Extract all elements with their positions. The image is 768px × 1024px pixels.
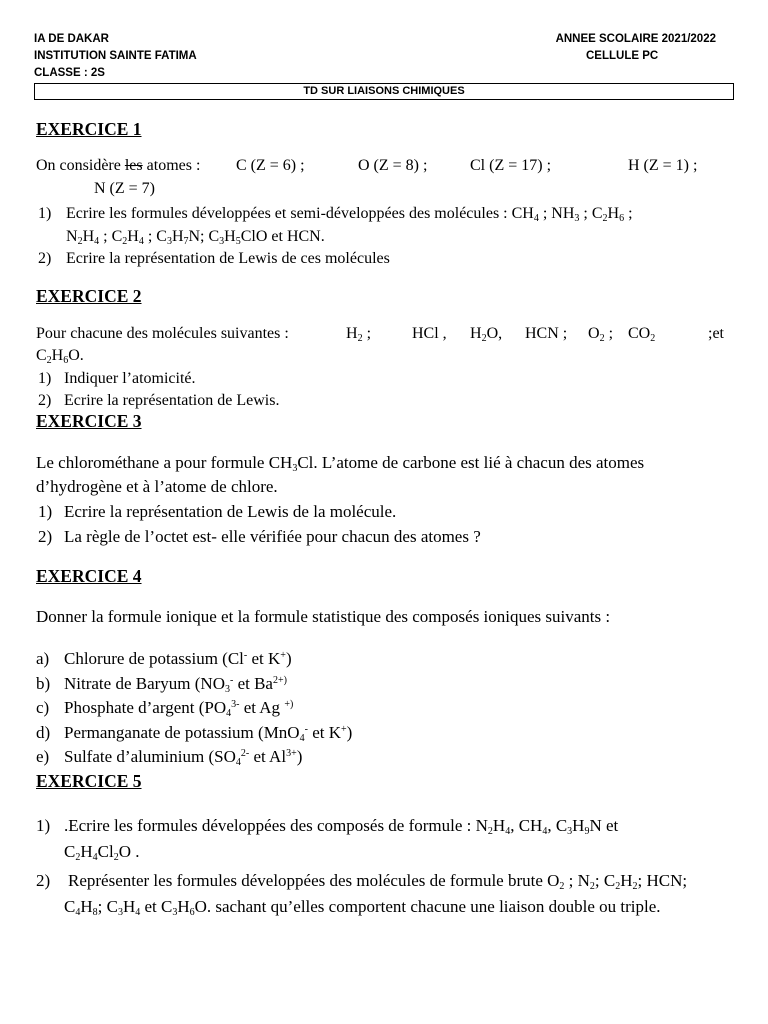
ex2-q1-num: 1)	[38, 370, 52, 387]
ex4-title: EXERCICE 4	[36, 566, 142, 586]
ex2-q2-num: 2)	[38, 392, 52, 409]
ex2-et: ;et	[708, 325, 724, 342]
ex4-item-a: Chlorure de potassium (Cl- et K+)	[64, 649, 292, 668]
ex2-mol-co2: $CO_2$	[628, 325, 656, 344]
ex4-item-b-num: b)	[36, 674, 51, 693]
ex4-intro: Donner la formule ionique et la formule statistique des composés ioniques suivants :	[36, 607, 611, 626]
ex1-q1-line2: $N_2H_4$ ; $C_2H_4$ ; $C_3H_7N$; $C_3H_5ClO$ et HCN.	[66, 228, 325, 247]
header-cellule: CELLULE PC	[586, 50, 659, 62]
ex1-q1-num: 1)	[38, 205, 52, 222]
header-institution: INSTITUTION SAINTE FATIMA	[34, 50, 197, 62]
ex1-atom-c: C (Z = 6) ;	[236, 157, 305, 174]
ex5-q1-line1: .Ecrire les formules développées des composés de formule : $N_2H_4$, $CH_4$, $C_3H_9N$ et	[64, 816, 619, 837]
document-title: TD SUR LIAISONS CHIMIQUES	[34, 83, 734, 100]
header-ia: IA DE DAKAR	[34, 33, 109, 45]
ex4-item-b: Nitrate de Baryum ($NO_3^-$ et $Ba^{2+)}$	[64, 674, 287, 695]
ex1-intro: On considère les atomes :	[36, 157, 201, 174]
ex4-item-c: Phosphate d’argent ($PO_4^{3-}$ et Ag +)	[64, 698, 294, 719]
ex2-mol-o2: $O_2$ ;	[588, 325, 614, 344]
ex4-item-e-num: e)	[36, 747, 50, 766]
ex3-q1-text: Ecrire la représentation de Lewis de la molécule.	[64, 502, 397, 521]
ex2-intro: Pour chacune des molécules suivantes :	[36, 325, 289, 342]
ex2-mol-hcn: HCN ;	[525, 325, 568, 342]
ex3-q2-num: 2)	[38, 527, 53, 546]
ex3-q1-num: 1)	[38, 502, 53, 521]
ex1-atom-o: O (Z = 8) ;	[358, 157, 428, 174]
ex1-atom-h: H (Z = 1) ;	[628, 157, 698, 174]
ex5-q2-line2: $C_4H_8$; $C_3H_4$ et $C_3H_6O$. sachant qu’elles comportent chacune une liaison double ou triple.	[64, 897, 661, 918]
header-classe: CLASSE : 2S	[34, 67, 105, 79]
ex2-mol-h2: $H_2$ ;	[346, 325, 372, 344]
ex5-q2-line1: Représenter les formules développées des molécules de formule brute $O_2$ ; $N_2$; $C_2H_2$; HCN;	[68, 871, 688, 892]
ex2-title: EXERCICE 2	[36, 286, 142, 306]
ex2-mol-hcl: HCl ,	[412, 325, 447, 342]
header-annee: ANNEE SCOLAIRE 2021/2022	[555, 33, 716, 45]
ex5-title: EXERCICE 5	[36, 771, 142, 791]
ex3-title: EXERCICE 3	[36, 411, 142, 431]
ex5-q2-num: 2)	[36, 871, 51, 890]
ex2-q2-text: Ecrire la représentation de Lewis.	[64, 392, 280, 409]
ex1-atom-cl: Cl (Z = 17) ;	[470, 157, 552, 174]
ex4-item-c-num: c)	[36, 698, 50, 717]
ex4-item-e: Sulfate d’aluminium ($SO_4^{2-}$ et $Al^{3+}$)	[64, 747, 303, 768]
ex5-q1-line2: $C_2H_4Cl_2O$ .	[64, 842, 140, 863]
ex3-q2-text: La règle de l’octet est- elle vérifiée pour chacun des atomes ?	[64, 527, 481, 546]
ex2-mol-h2o: $H_2O$,	[470, 325, 503, 344]
ex2-mol-c2h6o: $C_2H_6O$.	[36, 347, 84, 366]
ex4-item-d: Permanganate de potassium (MnO$_4$- et K+)	[64, 723, 353, 744]
ex4-item-d-num: d)	[36, 723, 51, 742]
ex3-line1: Le chlorométhane a pour formule $CH_3Cl$. L’atome de carbone est lié à chacun des atomes	[36, 453, 645, 474]
ex1-q2-text: Ecrire la représentation de Lewis de ces molécules	[66, 250, 390, 267]
ex2-q1-text: Indiquer l’atomicité.	[64, 370, 196, 387]
ex5-q1-num: 1)	[36, 816, 51, 835]
ex1-title: EXERCICE 1	[36, 119, 142, 139]
ex1-q1-line1: Ecrire les formules développées et semi-développées des molécules : $CH_4$ ; $NH_3$ ; $C_2H_6$ ;	[66, 205, 633, 224]
ex3-line2: d’hydrogène et à l’atome de chlore.	[36, 477, 278, 496]
ex1-q2-num: 2)	[38, 250, 52, 267]
ex4-item-a-num: a)	[36, 649, 50, 668]
ex1-atom-n: N (Z = 7)	[94, 180, 156, 197]
